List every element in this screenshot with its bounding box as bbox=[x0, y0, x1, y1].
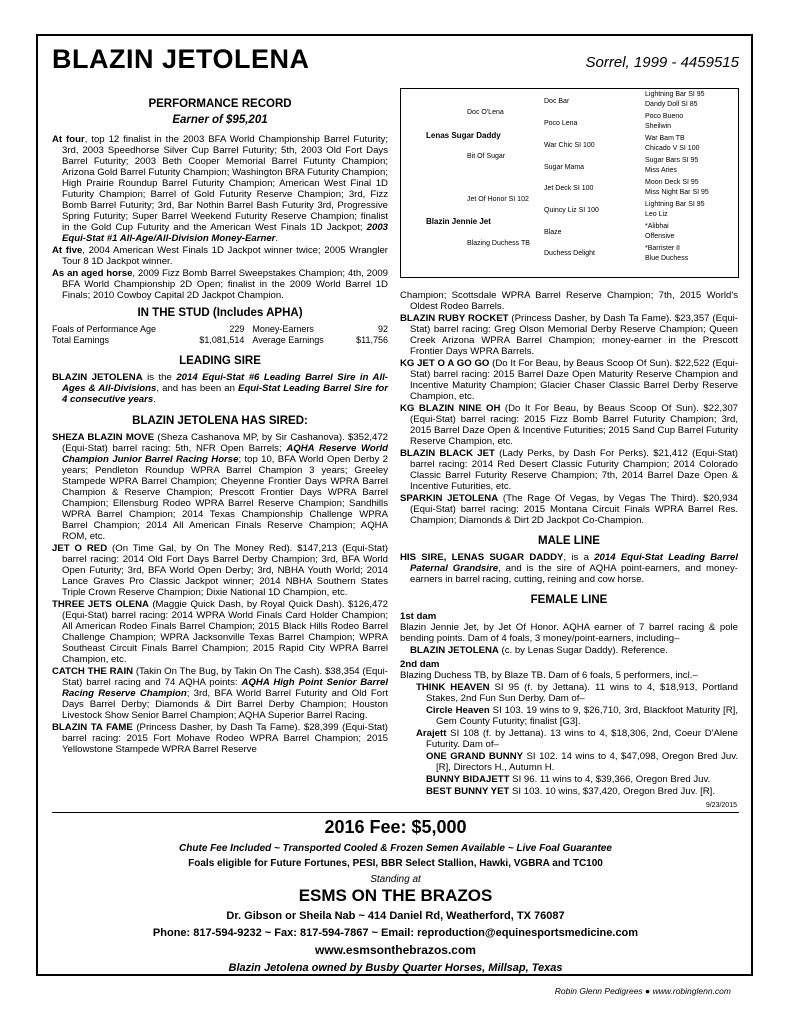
stud-label: Average Earnings bbox=[252, 334, 324, 345]
first-dam-label: 1st dam bbox=[400, 611, 437, 622]
farm-website[interactable]: www.esmsonthebrazos.com bbox=[315, 943, 476, 957]
performance-paragraph: As an aged horse, 2009 Fizz Bomb Barrel Sweepstakes Champion; 4th, 2009 BFA World Championship 2D Open; finalist in the 2009 World Barrel 1D Finals; 2010 Cowboy Capital 2D Jackpot Champion. bbox=[52, 268, 388, 301]
fee-terms: Chute Fee Included ~ Transported Cooled & Frozen Semen Available ~ Live Foal Guarantee bbox=[179, 843, 612, 854]
pedigree-g4: Chicado V SI 100 bbox=[645, 145, 700, 152]
stud-value: 92 bbox=[377, 324, 388, 334]
farm-name: ESMS ON THE BRAZOS bbox=[298, 886, 493, 905]
offspring-entry: CATCH THE RAIN (Takin On The Bug, by Takin On The Cash). $38,354 (Equi-Stat) barrel racing and 74 AQHA points: AQHA High Point Senior Barrel Racing Reserve Champion; 3rd, BFA World Barrel Futurity and Old Fort Days Barrel Derby; Diamonds & Dirt Barrel Derby Champion; Houston Livestock Show Senior Barrel Champion; AQHA Superior Barrel Racing. bbox=[52, 666, 388, 721]
pedigree-g4: Sugar Bars SI 95 bbox=[645, 157, 699, 164]
first-dam-text: Blazin Jennie Jet, by Jet Of Honor. AQHA earner of 7 barrel racing & pole bending points. Dam of 4 foals, 3 money/point-earners, including– bbox=[400, 622, 738, 644]
pedigree-dam: Blazin Jennie Jet bbox=[426, 217, 491, 226]
pedigree-g3: War Chic SI 100 bbox=[544, 142, 595, 149]
pedigree-g4: Blue Duchess bbox=[645, 255, 689, 262]
pedigree-g3: Poco Lena bbox=[544, 120, 578, 127]
performance-heading: PERFORMANCE RECORD bbox=[148, 98, 292, 110]
offspring-entry: KG BLAZIN NINE OH (Do It For Beau, by Beaus Scoop Of Sun). $22,307 (Equi-Stat) barrel racing: 2015 Fizz Bomb Barrel Futurity Champion; 3rd, 2015 Barrel Daze Open & Incentive Futurities; 2015 Sand Cup Barrel Futurity Reserve Champion, etc. bbox=[400, 403, 739, 447]
female-line-heading: FEMALE LINE bbox=[530, 594, 608, 606]
leading-sire-heading: LEADING SIRE bbox=[179, 355, 261, 367]
stud-fee: 2016 Fee: $5,000 bbox=[324, 817, 467, 837]
offspring-entry: THREE JETS OLENA (Maggie Quick Dash, by Royal Quick Dash). $126,472 (Equi-Stat) barrel racing: 2014 WPRA World Finals Card Holder Champion; All American Rodeo Finals Barrel Champion; 2015 Black Hills Rodeo Barrel Challenge Champion; WPRA Jacksonville Texas Barrel Champion; WPRA Southeast Circuit Finals Barrel Champion; 2015 Rapid City WPRA Barrel Champion, etc. bbox=[52, 599, 388, 665]
second-dam-label: 2nd dam bbox=[400, 659, 440, 670]
male-line-text: HIS SIRE, LENAS SUGAR DADDY, is a 2014 Equi-Stat Leading Barrel Paternal Grandsire, and is the sire of AQHA point-earners, and money-earners in barrel racing, cutting, reining and cow horse. bbox=[400, 552, 738, 585]
farm-contact: Phone: 817-594-9232 ~ Fax: 817-594-7867 ~ Email: reproduction@equinesportsmedicine.com bbox=[152, 927, 639, 939]
page-date: 9/23/2015 bbox=[705, 802, 737, 809]
offspring-continuation: Champion; Scottsdale WPRA Barrel Reserve Champion; 7th, 2015 World's Oldest Rodeo Barrels. bbox=[400, 290, 738, 312]
stud-value: 229 bbox=[229, 324, 245, 334]
first-dam-produce: BLAZIN JETOLENA (c. by Lenas Sugar Daddy). Reference. bbox=[410, 645, 668, 656]
pedigree-g3: Duchess Delight bbox=[544, 250, 595, 257]
bullet-icon: ● bbox=[645, 986, 651, 996]
horse-description: Sorrel, 1999 - 4459515 bbox=[585, 54, 739, 71]
earnings-line: Earner of $95,201 bbox=[172, 114, 268, 126]
offspring-entry: JET O RED (On Time Gal, by On The Money Red). $147,213 (Equi-Stat) barrel racing: 2014 Old Fort Days Barrel Derby Champion; 3rd, BFA World Open Futurity; 3rd, BFA World Open Derby; 3rd, NBHA Youth World; 2014 Lance Graves Pro Classic Jackpot winner; 2014 NBHA Southern States Triple Crown Reserve Champion; Dixie National 1D Champion, etc. bbox=[52, 543, 388, 598]
sired-heading: BLAZIN JETOLENA HAS SIRED: bbox=[132, 415, 308, 427]
pedigree-g4: Miss Aries bbox=[645, 167, 677, 174]
pedigree-sire: Lenas Sugar Daddy bbox=[426, 131, 501, 140]
stud-label: Money-Earners bbox=[252, 324, 314, 334]
stud-label: Total Earnings bbox=[52, 334, 110, 345]
horse-name: BLAZIN JETOLENA bbox=[52, 44, 310, 74]
pedigree-g4: Leo Liz bbox=[645, 211, 668, 218]
right-column bbox=[400, 290, 738, 798]
pedigree-g2: Jet Of Honor SI 102 bbox=[467, 196, 529, 203]
stud-value: $1,081,514 bbox=[199, 334, 245, 345]
produce-entry: BUNNY BIDAJETT SI 96. 11 wins to 4, $39,366, Oregon Bred Juv. bbox=[426, 774, 711, 785]
produce-entry: BEST BUNNY YET SI 103. 10 wins, $37,420, Oregon Bred Juv. [R]. bbox=[426, 786, 716, 797]
pedigree-g3: Doc Bar bbox=[544, 98, 570, 105]
leading-sire-text: BLAZIN JETOLENA is the 2014 Equi-Stat #6 Leading Barrel Sire in All-Ages & All-Divisions, and has been an Equi-Stat Leading Barrel Sire for 4 consecutive years. bbox=[52, 372, 389, 405]
pedigree-g4: War Bam TB bbox=[645, 135, 685, 142]
offspring-entry: BLAZIN TA FAME (Princess Dasher, by Dash Ta Fame). $28,399 (Equi-Stat) barrel racing: 2015 Fort Mohave Rodeo WPRA Barrel Champion; 2015 Yellowstone Stampede WPRA Barrel Reserve bbox=[52, 722, 388, 755]
pedigree-g2: Doc O'Lena bbox=[467, 109, 504, 116]
performance-paragraph: At four, top 12 finalist in the 2003 BFA World Championship Barrel Futurity; 3rd, 2003 Speedhorse Silver Cup Barrel Futurity; 5th, 2003 Old Fort Days Barrel Futurity; 2003 Beth Cooper Memorial Barrel Futurity Champion; Arizona Gold Barrel Futurity Champion; Washington BRA Futurity Champion; High Prairie Roundup Barrel Futurity Champion; American West Final 1D Futurity Champion; Barrel of Gold Futurity Reserve Champion; 3rd, Fizz Bomb Barrel Futurity; 3rd, Bar Nothin Barrel Bash Futurity 3rd, Progressive Spring Futurity; Super Barrel Weekend Futurity Reserve Champion; finalist in the Gold Cup Futurity and the American West Finals 1D Jackpot; 2003 Equi-Stat #1 All-Age/All-Division Money-Earner. bbox=[52, 134, 388, 244]
divider bbox=[52, 812, 739, 813]
pedigree-g4: *Alibhai bbox=[645, 223, 669, 230]
offspring-entry: BLAZIN RUBY ROCKET (Princess Dasher, by Dash Ta Fame). $23,357 (Equi-Stat) barrel racing: Greg Olson Memorial Derby Reserve Champion; Queen Creek Arizona WPRA Barrel Champion; money-earner in the Prescott Frontier Days WPRA Barrels. bbox=[400, 313, 738, 357]
pedigree-g4: *Barrister II bbox=[645, 245, 681, 252]
pedigree-g4: Lightning Bar SI 95 bbox=[645, 91, 705, 98]
pedigree-g3: Blaze bbox=[544, 229, 562, 236]
produce-entry: ONE GRAND BUNNY SI 102. 14 wins to 4, $47,098, Oregon Bred Juv. [R], Directors H., Autumn H. bbox=[426, 751, 738, 773]
offspring-entry: SPARKIN JETOLENA (The Rage Of Vegas, by Vegas The Third). $20,934 (Equi-Stat) barrel racing: 2015 Montana Circuit Finals WPRA Barrel Res. Champion; Diamonds & Dirt 2D Jackpot Co-Champion. bbox=[400, 493, 738, 526]
pedigree-g3: Quincy Liz SI 100 bbox=[544, 207, 599, 214]
offspring-entry: BLAZIN BLACK JET (Lady Perks, by Dash For Perks). $21,412 (Equi-Stat) barrel racing: 2014 Red Desert Classic Futurity Champion; 2014 Colorado Classic Barrel Futurity Reserve Champion; 7th, 2014 Barrel Daze Open & Incentive Futurities, etc. bbox=[400, 448, 739, 492]
pedigree-chart bbox=[400, 88, 739, 278]
stud-value: $11,756 bbox=[356, 334, 388, 345]
pedigree-g4: Sheilwin bbox=[645, 123, 672, 130]
footer-website: www.robinglenn.com bbox=[652, 986, 731, 996]
pedigree-g4: Offensive bbox=[645, 233, 675, 240]
pedigree-g4: Poco Bueno bbox=[645, 113, 684, 120]
produce-entry: Circle Heaven SI 103. 19 wins to 9, $26,710, 3rd, Blackfoot Maturity [R], Gem County Futurity; finalist [G3]. bbox=[426, 705, 738, 727]
pedigree-g2: Bit Of Sugar bbox=[467, 153, 506, 160]
pedigree-g2: Blazing Duchess TB bbox=[467, 240, 530, 247]
pedigree-g4: Dandy Doll SI 85 bbox=[645, 101, 698, 108]
ownership: Blazin Jetolena owned by Busby Quarter Horses, Millsap, Texas bbox=[228, 962, 563, 974]
performance-paragraph: At five, 2004 American West Finals 1D Jackpot winner twice; 2005 Wrangler Tour 8 1D Jackpot winner. bbox=[52, 245, 388, 267]
footer-credit bbox=[555, 986, 731, 996]
left-column bbox=[52, 92, 388, 756]
pedigree-g3: Sugar Mama bbox=[544, 164, 585, 171]
produce-entry: THINK HEAVEN SI 95 (f. by Jettana). 11 wins to 4, $18,913, Portland Stakes, 2nd Fun Sun Derby. Dam of– bbox=[416, 682, 739, 704]
stud-table bbox=[52, 324, 388, 345]
pedigree-g4: Moon Deck SI 95 bbox=[645, 179, 699, 186]
offspring-entry: KG JET O A GO GO (Do It For Beau, by Beaus Scoop Of Sun). $22,522 (Equi-Stat) barrel racing: 2015 Barrel Daze Open Maturity Reserve Champion and Incentive Maturity Champion; Glacier Chaser Classic Barrel Derby Reserve Champion, etc. bbox=[400, 358, 739, 402]
produce-entry: Arajett SI 108 (f. by Jettana). 13 wins to 4, $18,306, 2nd, Coeur D'Alene Futurity. Dam of– bbox=[416, 728, 738, 750]
eligibility: Foals eligible for Future Fortunes, PESI, BBR Select Stallion, Hawki, VGBRA and TC100 bbox=[188, 858, 603, 869]
male-line-heading: MALE LINE bbox=[538, 535, 600, 547]
footer-publisher: Robin Glenn Pedigrees bbox=[554, 986, 643, 996]
pedigree-g4: Miss Night Bar SI 95 bbox=[645, 189, 709, 196]
offspring-entry: SHEZA BLAZIN MOVE (Sheza Cashanova MP, by Sir Cashanova). $352,472 (Equi-Stat) barrel racing: 5th, NFR Open Barrels; AQHA Reserve World Champion Junior Barrel Racing Horse; top 10, BFA World Open Derby 2 years; Pendleton Roundup WPRA Barrel Champion 3 years; Greeley Stampede WPRA Barrel Champion; Cheyenne Frontier Days WPRA Barrel Champion & Reserve Champion; Prescott Frontier Days WPRA Barrel Champion; Ellensburg Rodeo WPRA Barrel Reserve Champion; Sandhills WPRA Barrel Champion; 2014 Texas Championship Challenge WPRA Barrel Champion; 2014 All American Finals Reserve Champion; AQHA ROM, etc. bbox=[52, 432, 388, 542]
pedigree-g3: Jet Deck SI 100 bbox=[544, 185, 594, 192]
farm-address: Dr. Gibson or Sheila Nab ~ 414 Daniel Rd, Weatherford, TX 76087 bbox=[226, 910, 565, 922]
second-dam-text: Blazing Duchess TB, by Blaze TB. Dam of 6 foals, 5 performers, incl.– bbox=[400, 670, 698, 681]
standing-at: Standing at bbox=[370, 874, 421, 885]
stud-label: Foals of Performance Age bbox=[52, 324, 157, 334]
stud-heading: IN THE STUD (Includes APHA) bbox=[137, 307, 303, 319]
pedigree-g4: Lightning Bar SI 95 bbox=[645, 201, 705, 208]
